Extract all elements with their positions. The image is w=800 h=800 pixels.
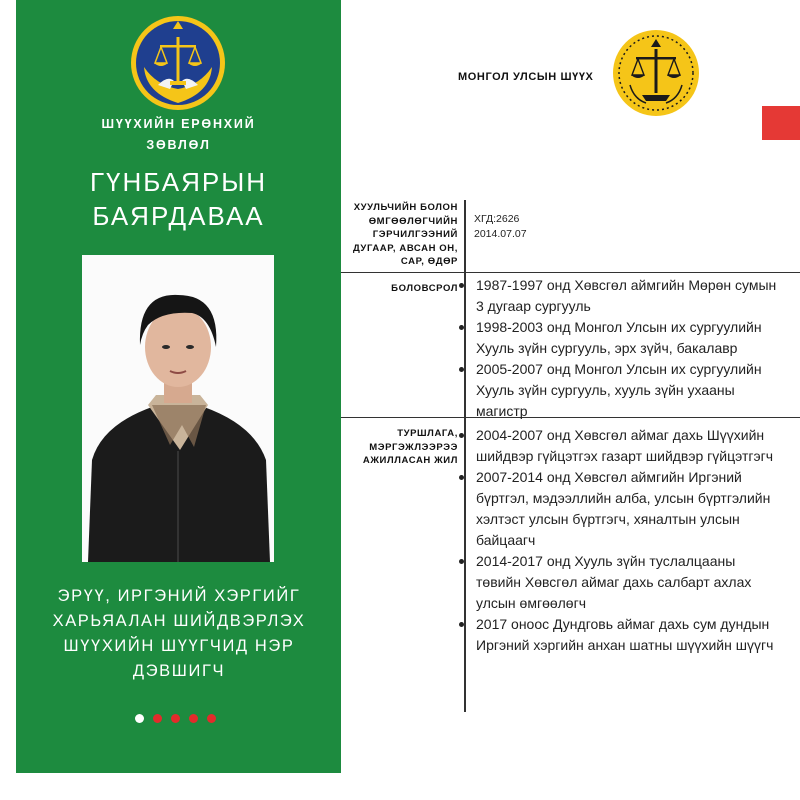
license-date: 2014.07.07 [474,228,527,240]
list-item: 1987-1997 онд Хөвсгөл аймгийн Мөрөн сумын 3 дугаар сургууль [476,275,781,317]
mongolian-court-emblem-icon [612,29,700,117]
judicial-council-emblem-icon [130,15,226,111]
bullet-icon [459,283,464,288]
table-row-divider [341,272,800,273]
experience-list [476,425,781,656]
list-item: 2014-2017 онд Хууль зүйн туслалцааны төвийн Хөвсгөл аймаг дахь салбарт ахлах улсын өмгөөлөгч [476,551,781,614]
slide-dot-4[interactable] [189,714,198,723]
list-item: 1998-2003 онд Монгол Улсын их сургуулийн Хууль зүйн сургууль, эрх зүйч, бакалавр [476,317,781,359]
court-title: МОНГОЛ УЛСЫН ШҮҮХ [458,71,594,83]
license-number: ХГД:2626 [474,213,520,225]
candidate-name: ГҮНБАЯРЫН БАЯРДАВАА [89,167,268,231]
slide-dot-2[interactable] [153,714,162,723]
candidate-photo [82,255,274,562]
education-label: БОЛОВСРОЛ [391,283,458,294]
slide-dot-3[interactable] [171,714,180,723]
experience-label: ТУРШЛАГА, МЭРГЭЖЛЭЭРЭЭ АЖИЛЛАСАН ЖИЛ [362,428,458,466]
bullet-icon [459,433,464,438]
bullet-icon [459,622,464,627]
candidacy-statement: ЭРҮҮ, ИРГЭНИЙ ХЭРГИЙГ ХАРЬЯАЛАН ШИЙДВЭРЛЭХ ШҮҮХИЙН ШҮҮГЧИД НЭР ДЭВШИГЧ [52,587,306,680]
education-list [476,275,781,422]
table-vertical-divider [464,200,466,712]
bullet-icon [459,475,464,480]
bullet-icon [459,325,464,330]
list-item: 2017 оноос Дундговь аймаг дахь сум дундын Иргэний хэргийн анхан шатны шүүхийн шүүгч [476,614,781,656]
accent-block [762,106,800,140]
slide-indicator [135,714,216,723]
slide-dot-5[interactable] [207,714,216,723]
slide-dot-1[interactable] [135,714,144,723]
list-item: 2004-2007 онд Хөвсгөл аймаг дахь Шүүхийн шийдвэр гүйцэтгэх газарт шийдвэр гүйцэтгэгч [476,425,781,467]
organization-name: ШҮҮХИЙН ЕРӨНХИЙ ЗӨВЛӨЛ [101,117,256,152]
license-label: ХУУЛЬЧИЙН БОЛОН ӨМГӨӨЛӨГЧИЙН ГЭРЧИЛГЭЭНИЙ ДУГААР, АВСАН ОН, САР, ӨДӨР [352,202,458,267]
list-item: 2005-2007 онд Монгол Улсын их сургуулийн Хууль зүйн сургууль, хууль зүйн ухааны магистр [476,359,781,422]
bullet-icon [459,559,464,564]
list-item: 2007-2014 онд Хөвсгөл аймгийн Иргэний бүртгэл, мэдээллийн алба, улсын бүртгэлийн хэлтэст улсын бүртгэгч, хяналтын улсын байцаагч [476,467,781,551]
bullet-icon [459,367,464,372]
